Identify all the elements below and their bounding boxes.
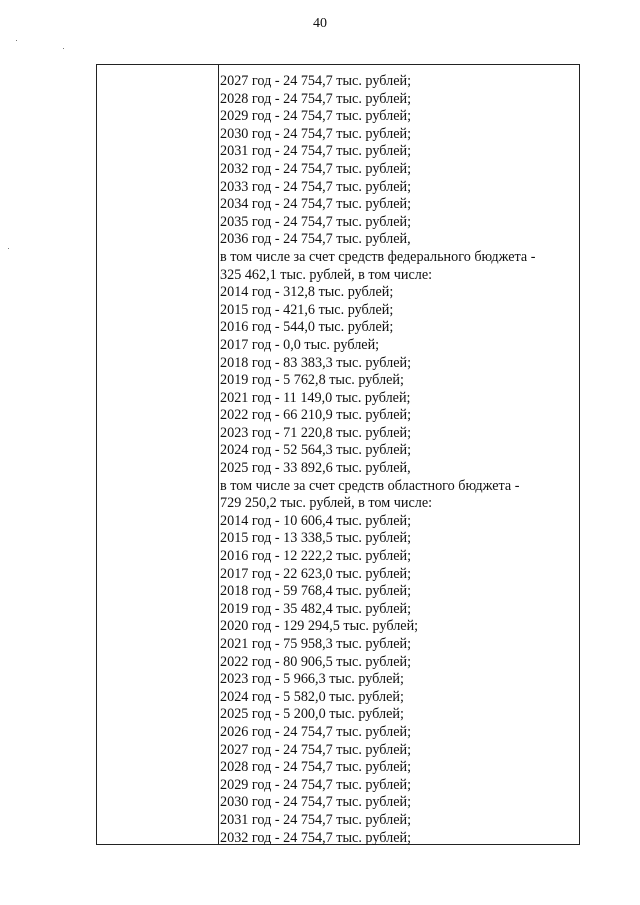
page-number: 40 bbox=[313, 16, 327, 31]
text-line: 2033 год - 24 754,7 тыс. рублей; bbox=[220, 178, 412, 195]
text-line: 2019 год - 35 482,4 тыс. рублей; bbox=[220, 600, 412, 617]
text-line: 2024 год - 52 564,3 тыс. рублей; bbox=[220, 442, 412, 459]
text-line: 2014 год - 10 606,4 тыс. рублей; bbox=[220, 512, 412, 529]
text-line: 2019 год - 5 762,8 тыс. рублей; bbox=[220, 372, 404, 389]
text-line: 729 250,2 тыс. рублей, в том числе: bbox=[220, 495, 433, 512]
text-line: 2035 год - 24 754,7 тыс. рублей; bbox=[220, 213, 412, 230]
text-line: 2024 год - 5 582,0 тыс. рублей; bbox=[220, 688, 404, 705]
text-line: 2018 год - 83 383,3 тыс. рублей; bbox=[220, 354, 412, 371]
text-line: 2029 год - 24 754,7 тыс. рублей; bbox=[220, 776, 412, 793]
table-left-column bbox=[97, 65, 219, 844]
text-line: 2015 год - 13 338,5 тыс. рублей; bbox=[220, 530, 412, 547]
text-line: 2023 год - 5 966,3 тыс. рублей; bbox=[220, 671, 404, 688]
text-line: 2017 год - 0,0 тыс. рублей; bbox=[220, 336, 380, 353]
text-line: 2031 год - 24 754,7 тыс. рублей; bbox=[220, 811, 412, 828]
text-line: 2017 год - 22 623,0 тыс. рублей; bbox=[220, 565, 412, 582]
text-line: 2014 год - 312,8 тыс. рублей; bbox=[220, 284, 394, 301]
text-line: 2018 год - 59 768,4 тыс. рублей; bbox=[220, 583, 412, 600]
text-line: 2030 год - 24 754,7 тыс. рублей; bbox=[220, 125, 412, 142]
text-line: 2030 год - 24 754,7 тыс. рублей; bbox=[220, 794, 412, 811]
funding-table bbox=[96, 64, 580, 845]
text-line: в том числе за счет средств федерального бюджета - bbox=[220, 248, 536, 265]
text-line: 2026 год - 24 754,7 тыс. рублей; bbox=[220, 723, 412, 740]
text-line: 2028 год - 24 754,7 тыс. рублей; bbox=[220, 90, 412, 107]
text-line: 2020 год - 129 294,5 тыс. рублей; bbox=[220, 618, 419, 635]
text-line: 2036 год - 24 754,7 тыс. рублей, bbox=[220, 231, 411, 248]
text-line: 2022 год - 80 906,5 тыс. рублей; bbox=[220, 653, 412, 670]
text-line: 2025 год - 5 200,0 тыс. рублей; bbox=[220, 706, 404, 723]
text-line: 2031 год - 24 754,7 тыс. рублей; bbox=[220, 143, 412, 160]
text-line: 2034 год - 24 754,7 тыс. рублей; bbox=[220, 196, 412, 213]
table-right-column bbox=[220, 73, 578, 847]
text-line: 2029 год - 24 754,7 тыс. рублей; bbox=[220, 108, 412, 125]
text-line: 2021 год - 75 958,3 тыс. рублей; bbox=[220, 636, 412, 652]
text-line: 2027 год - 24 754,7 тыс. рублей; bbox=[220, 741, 412, 758]
text-line: 2032 год - 24 754,7 тыс. рублей; bbox=[220, 160, 412, 177]
text-line: 2021 год - 11 149,0 тыс. рублей; bbox=[220, 389, 411, 406]
text-line: 2016 год - 12 222,2 тыс. рублей; bbox=[220, 548, 412, 565]
text-line: 2022 год - 66 210,9 тыс. рублей; bbox=[220, 407, 412, 424]
text-line: 2032 год - 24 754,7 тыс. рублей; bbox=[220, 829, 412, 846]
text-line: 2025 год - 33 892,6 тыс. рублей, bbox=[220, 460, 411, 477]
text-line: 2016 год - 544,0 тыс. рублей; bbox=[220, 319, 394, 336]
text-line: 2023 год - 71 220,8 тыс. рублей; bbox=[220, 424, 412, 441]
text-line: в том числе за счет средств областного бюджета - bbox=[220, 477, 520, 494]
text-line: 2027 год - 24 754,7 тыс. рублей; bbox=[220, 73, 412, 89]
text-line: 325 462,1 тыс. рублей, в том числе: bbox=[220, 266, 433, 283]
text-line: 2028 год - 24 754,7 тыс. рублей; bbox=[220, 759, 412, 776]
text-line: 2015 год - 421,6 тыс. рублей; bbox=[220, 301, 394, 318]
